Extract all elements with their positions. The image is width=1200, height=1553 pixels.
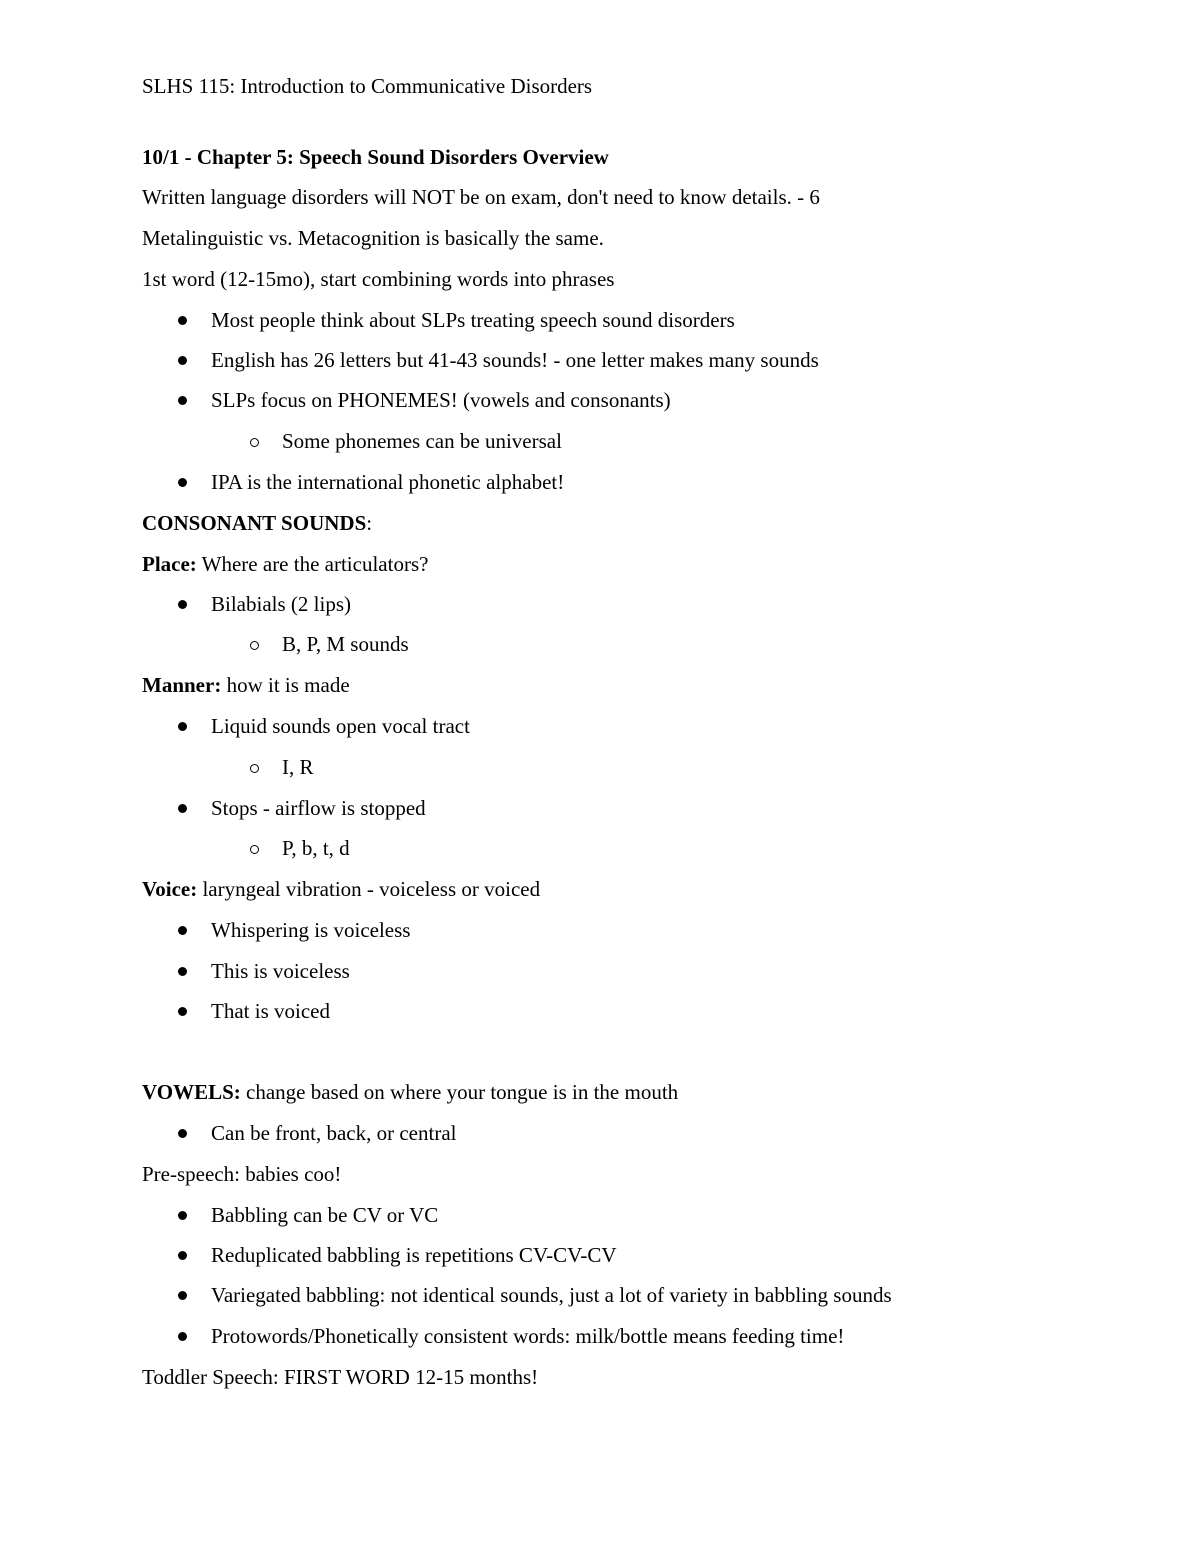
bullet-icon — [178, 1282, 190, 1308]
section-label-suffix: : — [366, 511, 373, 535]
hollow-bullet-icon — [250, 631, 262, 657]
list-item: Protowords/Phonetically consistent words: milk/bottle means feeding time! — [211, 1324, 845, 1348]
bullet-icon — [178, 713, 190, 739]
list-item: Babbling can be CV or VC — [211, 1203, 439, 1227]
note-line: Written language disorders will NOT be on exam, don't need to know details. - 6 — [142, 185, 820, 209]
list-item: Can be front, back, or central — [211, 1121, 457, 1145]
section-label: CONSONANT SOUNDS — [142, 511, 367, 535]
term-label: Place: — [142, 552, 197, 576]
bullet-icon — [178, 307, 190, 333]
list-item: English has 26 letters but 41-43 sounds! - one letter makes many sounds — [211, 348, 819, 372]
section-heading-consonants — [142, 510, 372, 536]
sub-list-item: P, b, t, d — [282, 836, 350, 860]
hollow-bullet-icon — [250, 428, 262, 454]
bullet-icon — [178, 1242, 190, 1268]
bullet-icon — [178, 958, 190, 984]
bullet-icon — [178, 1323, 190, 1349]
prespeech-line: Pre-speech: babies coo! — [142, 1162, 342, 1186]
term-label: VOWELS: — [142, 1080, 241, 1104]
bullet-icon — [178, 591, 190, 617]
vowels-line — [142, 1079, 678, 1105]
list-item: Whispering is voiceless — [211, 918, 411, 942]
list-item: Variegated babbling: not identical sounds, just a lot of variety in babbling sounds — [211, 1283, 892, 1307]
hollow-bullet-icon — [250, 835, 262, 861]
list-item: IPA is the international phonetic alphabet! — [211, 470, 565, 494]
note-line: 1st word (12-15mo), start combining words into phrases — [142, 267, 615, 291]
hollow-bullet-icon — [250, 754, 262, 780]
bullet-icon — [178, 347, 190, 373]
bullet-icon — [178, 387, 190, 413]
list-item: That is voiced — [211, 999, 330, 1023]
place-line — [142, 551, 428, 577]
bullet-icon — [178, 998, 190, 1024]
bullet-icon — [178, 469, 190, 495]
list-item: Most people think about SLPs treating speech sound disorders — [211, 308, 735, 332]
term-definition: how it is made — [221, 673, 350, 697]
list-item: SLPs focus on PHONEMES! (vowels and consonants) — [211, 388, 671, 412]
term-definition: laryngeal vibration - voiceless or voiced — [197, 877, 541, 901]
term-label: Voice: — [142, 877, 198, 901]
term-label: Manner: — [142, 673, 222, 697]
manner-line — [142, 672, 350, 698]
bullet-icon — [178, 795, 190, 821]
bullet-icon — [178, 1202, 190, 1228]
term-definition: change based on where your tongue is in the mouth — [240, 1080, 679, 1104]
sub-list-item: B, P, M sounds — [282, 632, 409, 656]
list-item: This is voiceless — [211, 959, 350, 983]
lecture-heading: 10/1 - Chapter 5: Speech Sound Disorders Overview — [142, 145, 609, 169]
course-header: SLHS 115: Introduction to Communicative Disorders — [142, 74, 593, 98]
sub-list-item: I, R — [282, 755, 314, 779]
voice-line — [142, 876, 540, 902]
sub-list-item: Some phonemes can be universal — [282, 429, 562, 453]
term-definition: Where are the articulators? — [196, 552, 429, 576]
list-item: Reduplicated babbling is repetitions CV-CV-CV — [211, 1243, 617, 1267]
list-item: Bilabials (2 lips) — [211, 592, 351, 616]
toddler-line: Toddler Speech: FIRST WORD 12-15 months! — [142, 1365, 539, 1389]
bullet-icon — [178, 1120, 190, 1146]
list-item: Liquid sounds open vocal tract — [211, 714, 470, 738]
list-item: Stops - airflow is stopped — [211, 796, 426, 820]
bullet-icon — [178, 917, 190, 943]
note-line: Metalinguistic vs. Metacognition is basically the same. — [142, 226, 604, 250]
